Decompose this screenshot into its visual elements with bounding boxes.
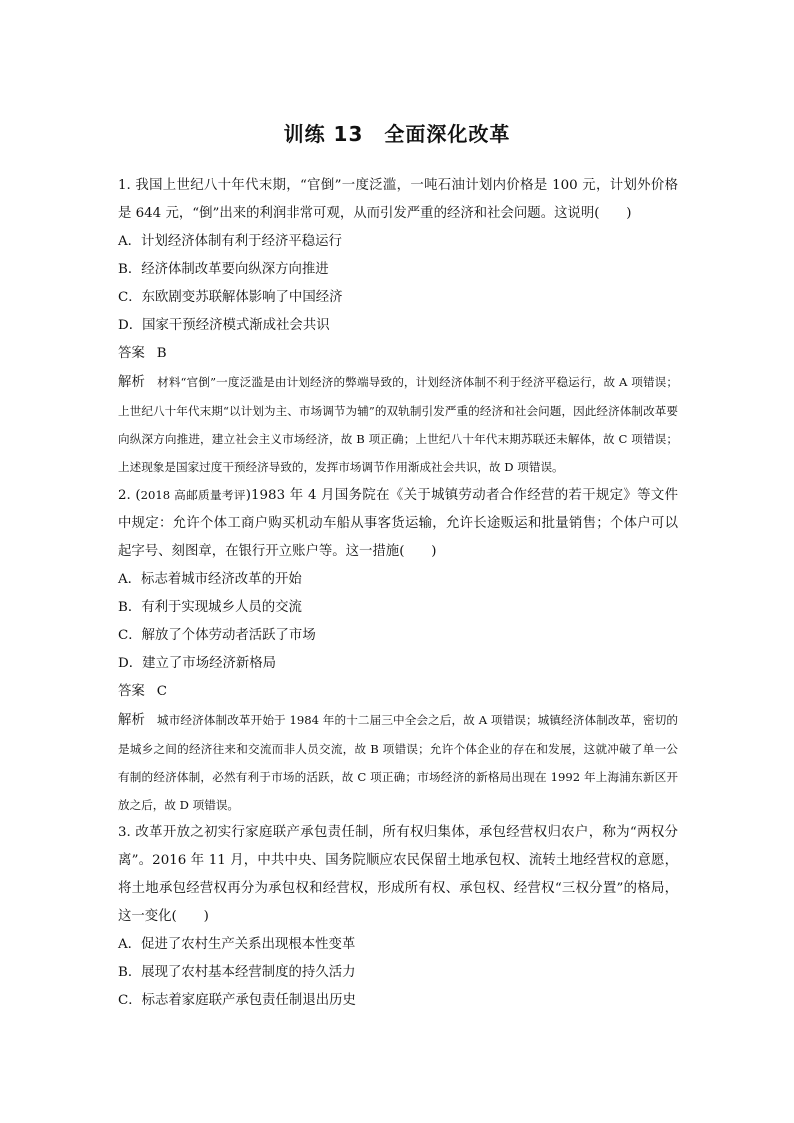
explanation-label: 解析: [118, 375, 146, 390]
answer-value: C: [156, 684, 168, 699]
option-d: D．建立了市场经济新格局: [118, 656, 277, 671]
question-1: [118, 172, 678, 481]
option-d: D．国家干预经济模式渐成社会共识: [118, 318, 330, 333]
option-c: C．解放了个体劳动者活跃了市场: [118, 628, 316, 643]
option-c: C．标志着家庭联产承包责任制退出历史: [118, 993, 356, 1008]
option-a: A．计划经济体制有利于经济平稳运行: [118, 234, 342, 249]
explanation-label: 解析: [118, 713, 145, 728]
answer-label: 答案: [118, 346, 145, 361]
question-number: 2. (: [118, 488, 141, 503]
page-title: 训练 13 全面深化改革: [283, 122, 511, 146]
question-stem: 1. 我国上世纪八十年代末期，“官倒”一度泛滥，一吨石油计划内价格是 100 元，计划外价格是 644 元，“倒”出来的利润非常可观，从而引发严重的经济和社会问题。这说明( ): [118, 178, 678, 221]
answer-line: [118, 678, 678, 706]
question-stem: 3. 改革开放之初实行家庭联产承包责任制，所有权归集体，承包经营权归农户，称为“两权分离”。2016 年 11 月，中共中央、国务院顺应农民保留土地承包权、流转土地经营权的意愿，将土地承包经营权再分为承包权和经营权，形成所有权、承包权、经营权“三权分置”的格局，这一变化( ): [118, 825, 678, 924]
option-c: C．东欧剧变苏联解体影响了中国经济: [118, 290, 343, 305]
explanation: [118, 706, 678, 819]
question-3: [118, 819, 678, 1015]
option-b: B．有利于实现城乡人员的交流: [118, 600, 302, 615]
explanation: [118, 368, 678, 481]
answer-label: 答案: [118, 684, 145, 699]
option-a: A．促进了农村生产关系出现根本性变革: [118, 937, 356, 952]
answer-value: B: [156, 346, 167, 361]
explanation-text: 材料“官倒”一度泛滥是由计划经济的弊端导致的，计划经济体制不利于经济平稳运行，故 A 项错误；上世纪八十年代末期“以计划为主、市场调节为辅”的双轨制引发严重的经济和社会问题，因此经济体制改革要向纵深方向推进，建立社会主义市场经济，故 B 项正确；上世纪八十年代末期苏联还未解体，故 C 项错误；上述现象是国家过度干预经济导致的，发挥市场调节作用渐成社会共识，故 D 项错误。: [118, 375, 679, 474]
option-a: A．标志着城市经济改革的开始: [118, 572, 302, 587]
option-b: B．展现了农村基本经营制度的持久活力: [118, 965, 356, 980]
answer-line: [118, 340, 678, 368]
explanation-text: 城市经济体制改革开始于 1984 年的十二届三中全会之后，故 A 项错误；城镇经济体制改革，密切的是城乡之间的经济往来和交流而非人员交流，故 B 项错误；允许个体企业的存在和发展，这就冲破了单一公有制的经济体制，必然有利于市场的活跃，故 C 项正确；市场经济的新格局出现在 1992 年上海浦东新区开放之后，故 D 项错误。: [118, 713, 679, 812]
question-2: [118, 481, 678, 819]
question-text: )1983 年 4 月国务院在《关于城镇劳动者合作经营的若干规定》等文件中规定：允许个体工商户购买机动车船从事客货运输，允许长途贩运和批量销售；个体户可以起字号、刻图章，在银行开立账户等。这一措施( ): [118, 488, 678, 559]
question-source: 2018 高邮质量考评: [140, 488, 246, 502]
question-list: [118, 172, 678, 1015]
question-stem: [118, 481, 678, 566]
option-b: B．经济体制改革要向纵深方向推进: [118, 262, 329, 277]
